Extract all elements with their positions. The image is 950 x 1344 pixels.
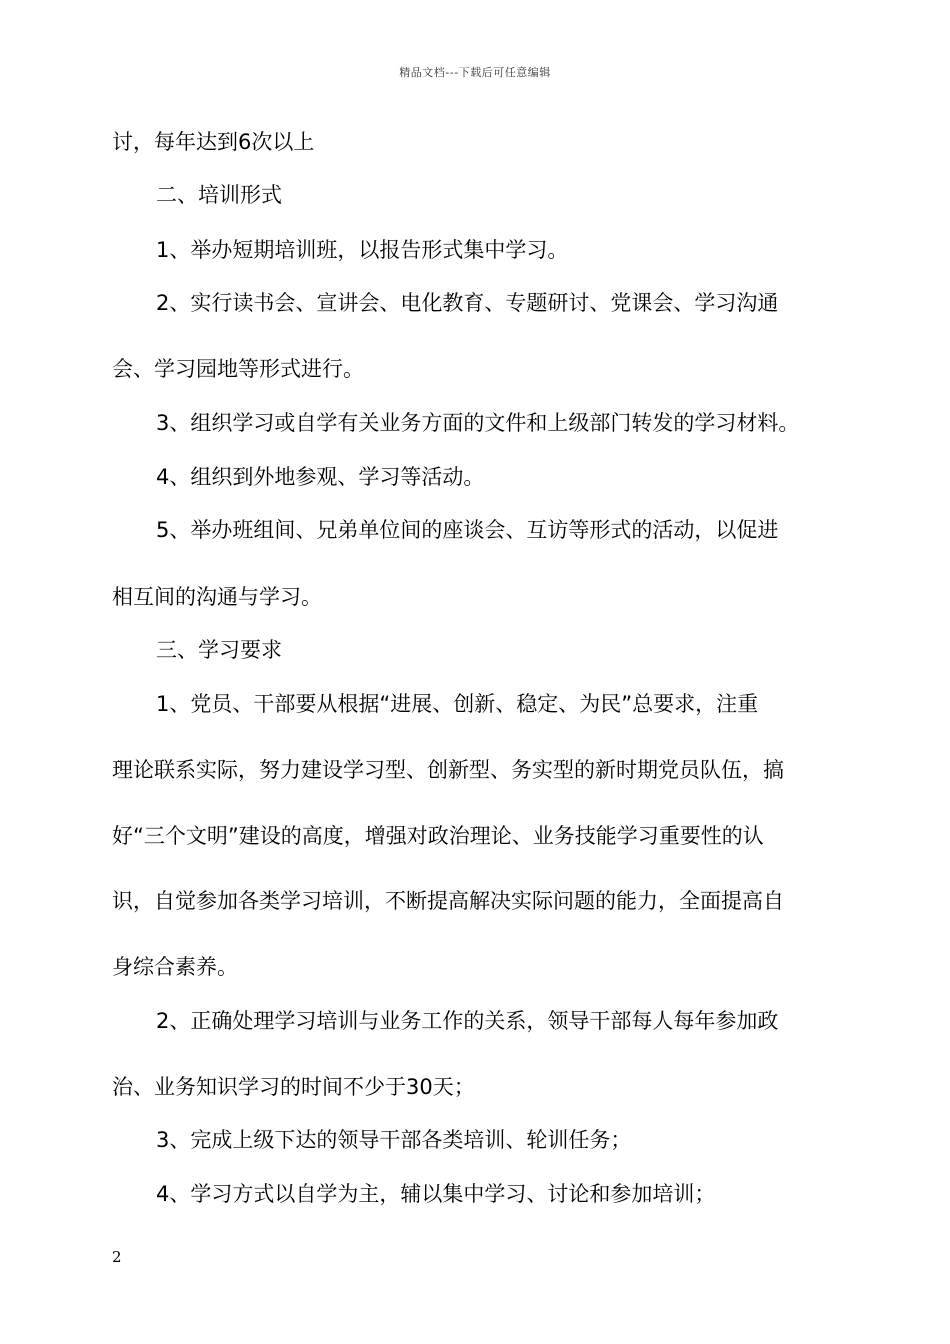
- text-line: 相互间的沟通与学习。: [112, 585, 322, 609]
- text-line: 好“三个文明”建设的高度，增强对政治理论、业务技能学习重要性的认: [112, 824, 764, 848]
- text-line: 理论联系实际，努力建设学习型、创新型、务实型的新时期党员队伍，搞: [112, 758, 784, 782]
- list-item: 5、举办班组间、兄弟单位间的座谈会、互访等形式的活动，以促进: [156, 518, 779, 542]
- text-line: 治、业务知识学习的时间不少于30天；: [112, 1075, 475, 1099]
- list-item: 1、举办短期培训班，以报告形式集中学习。: [156, 238, 569, 262]
- section-heading: 二、培训形式: [156, 183, 282, 207]
- list-item: 2、实行读书会、宣讲会、电化教育、专题研讨、党课会、学习沟通: [156, 291, 779, 315]
- list-item: 3、完成上级下达的领导干部各类培训、轮训任务；: [156, 1128, 632, 1152]
- list-item: 1、党员、干部要从根据“进展、创新、稳定、为民”总要求，注重: [156, 692, 759, 716]
- text-line: 讨，每年达到6次以上: [112, 130, 315, 154]
- page-header: 精品文档---下载后可任意编辑: [399, 66, 551, 79]
- text-line: 会、学习园地等形式进行。: [112, 357, 364, 381]
- list-item: 2、正确处理学习培训与业务工作的关系，领导干部每人每年参加政: [156, 1009, 779, 1033]
- list-item: 4、学习方式以自学为主，辅以集中学习、讨论和参加培训；: [156, 1182, 716, 1206]
- text-line: 识，自觉参加各类学习培训，不断提高解决实际问题的能力，全面提高自: [112, 889, 784, 913]
- list-item: 4、组织到外地参观、学习等活动。: [156, 465, 485, 489]
- text-line: 身综合素养。: [112, 955, 238, 979]
- list-item: 3、组织学习或自学有关业务方面的文件和上级部门转发的学习材料。: [156, 411, 800, 435]
- section-heading: 三、学习要求: [156, 638, 282, 662]
- page-number: 2: [112, 1248, 122, 1266]
